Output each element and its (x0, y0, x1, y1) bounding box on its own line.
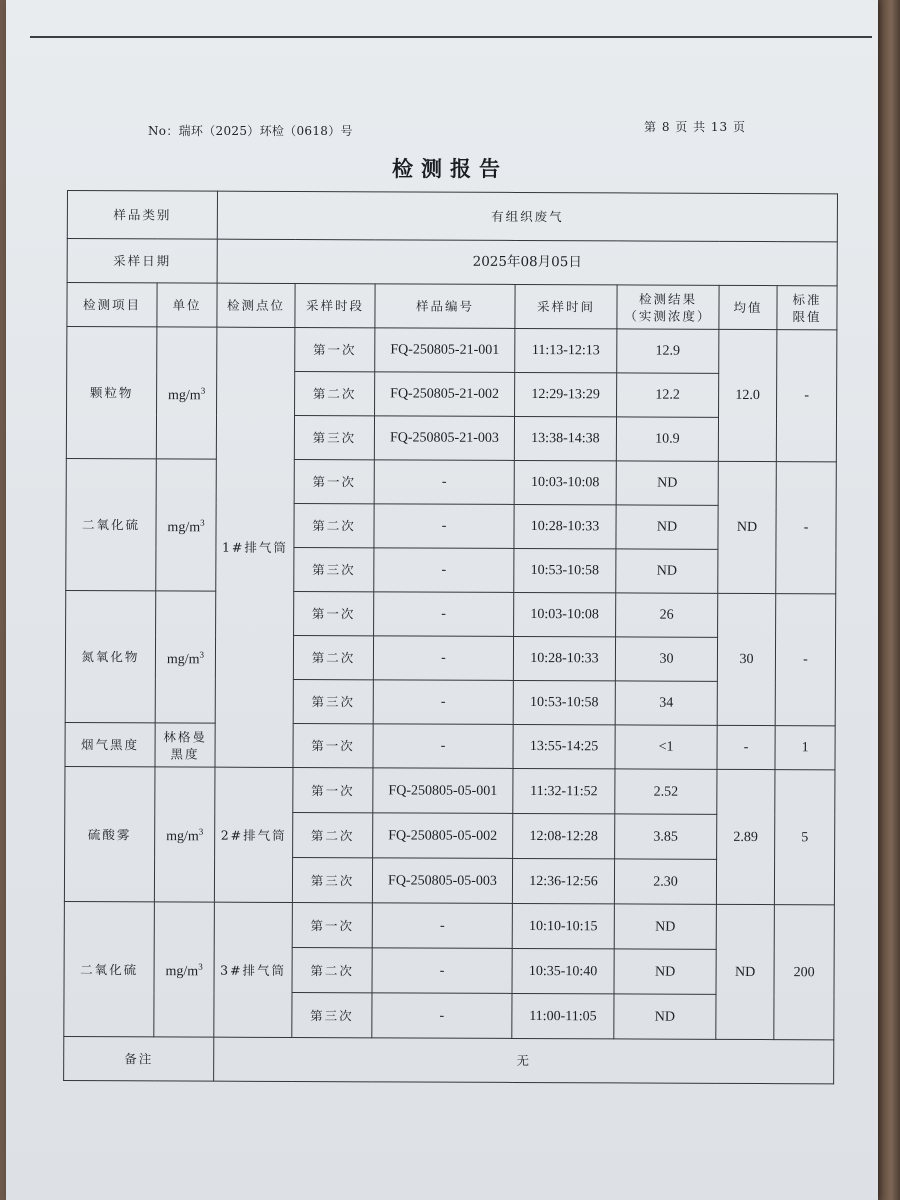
remarks-value: 无 (214, 1037, 834, 1084)
unit-line2: 黑度 (170, 745, 200, 762)
row-time: 10:28-10:33 (514, 504, 616, 548)
group-mean: - (717, 725, 775, 769)
col-header-limit-line1: 标准 (792, 291, 822, 307)
row-result: ND (616, 549, 718, 593)
row-result: 26 (616, 593, 718, 637)
row-period: 第一次 (294, 591, 374, 635)
group-unit (156, 327, 217, 459)
group-limit: - (775, 594, 836, 726)
table-row (67, 327, 837, 374)
group-item: 烟气黑度 (65, 722, 155, 766)
col-header-item: 检测项目 (67, 283, 157, 327)
page-counter: 第 8 页 共 13 页 (644, 120, 746, 134)
row-period: 第一次 (293, 723, 373, 767)
row-period: 第二次 (295, 371, 375, 415)
group-unit (155, 723, 215, 767)
row-time: 13:55-14:25 (513, 724, 615, 768)
col-header-period: 采样时段 (295, 283, 375, 327)
unit-exponent: 3 (198, 826, 204, 837)
col-header-point: 检测点位 (217, 283, 295, 327)
group-limit: - (776, 462, 837, 594)
row-time: 11:32-11:52 (513, 768, 615, 813)
row-time: 11:13-12:13 (515, 328, 617, 372)
sample-type-row (67, 191, 837, 242)
row-sample-no: FQ-250805-05-003 (372, 858, 512, 904)
table-row (65, 722, 835, 769)
group-unit (154, 902, 215, 1037)
group-mean: ND (718, 461, 777, 593)
group-unit (156, 459, 217, 591)
row-result: 12.9 (617, 329, 719, 373)
row-period: 第三次 (294, 547, 374, 591)
sample-type-value: 有组织废气 (217, 191, 837, 242)
col-header-limit (777, 286, 837, 330)
group-item: 颗粒物 (66, 327, 157, 459)
row-time: 12:36-12:56 (512, 858, 614, 903)
sample-type-label: 样品类别 (67, 191, 217, 240)
row-period: 第二次 (294, 503, 374, 547)
row-period: 第一次 (294, 459, 374, 503)
group-item: 二氧化硫 (66, 458, 157, 590)
unit-exponent: 3 (200, 385, 206, 396)
group-point: 1#排气筒 (215, 327, 295, 767)
row-result: 30 (615, 637, 717, 681)
row-sample-no: FQ-250805-21-001 (375, 328, 515, 373)
row-result: ND (614, 994, 716, 1039)
row-sample-no: - (373, 680, 513, 725)
row-period: 第三次 (292, 992, 372, 1037)
report-number: No：瑞环（2025）环检（0618）号 (148, 124, 353, 138)
unit-base: mg/m (167, 519, 201, 535)
group-point: 3#排气筒 (214, 902, 293, 1037)
sample-date-label: 采样日期 (67, 239, 217, 284)
row-time: 10:03-10:08 (514, 592, 616, 636)
row-sample-no: - (373, 636, 513, 681)
sample-date-value: 2025年08月05日 (217, 239, 837, 286)
group-limit: 1 (775, 726, 835, 770)
group-mean: 12.0 (718, 329, 777, 461)
table-row (66, 458, 836, 505)
row-result: 10.9 (616, 417, 718, 461)
col-header-time: 采样时间 (515, 284, 617, 328)
row-period: 第三次 (294, 415, 374, 459)
row-sample-no: FQ-250805-21-003 (374, 416, 514, 461)
row-result: 3.85 (615, 814, 717, 859)
unit-base: mg/m (166, 651, 200, 667)
row-sample-no: - (372, 903, 512, 949)
col-header-sample-no: 样品编号 (375, 284, 515, 329)
row-sample-no: - (374, 460, 514, 505)
group-unit (154, 767, 215, 902)
row-time: 10:53-10:58 (513, 680, 615, 724)
row-period: 第三次 (293, 679, 373, 723)
row-time: 10:03-10:08 (514, 460, 616, 504)
row-result: ND (614, 949, 716, 994)
row-time: 10:53-10:58 (514, 548, 616, 592)
row-period: 第二次 (293, 635, 373, 679)
col-header-result (617, 285, 719, 329)
row-period: 第二次 (293, 812, 373, 857)
group-limit: - (776, 330, 837, 462)
row-result: <1 (615, 725, 717, 769)
row-result: 12.2 (617, 373, 719, 417)
table-row (65, 766, 835, 814)
group-item: 硫酸雾 (64, 766, 155, 901)
group-point: 2#排气筒 (214, 767, 293, 902)
header-rule (30, 36, 872, 38)
sample-date-row (67, 239, 837, 286)
row-period: 第二次 (292, 947, 372, 992)
col-header-result-line1: 检测结果 (638, 290, 698, 307)
row-time: 10:10-10:15 (512, 903, 614, 948)
row-time: 13:38-14:38 (514, 416, 616, 460)
row-result: 2.30 (614, 859, 716, 904)
row-sample-no: - (374, 548, 514, 593)
row-result: 34 (615, 681, 717, 725)
row-sample-no: - (373, 724, 513, 769)
row-result: ND (616, 461, 718, 505)
unit-base: mg/m (167, 387, 201, 403)
row-time: 11:00-11:05 (512, 993, 614, 1038)
row-period: 第一次 (295, 327, 375, 371)
col-header-limit-line2: 限值 (792, 308, 822, 324)
group-limit: 200 (774, 905, 835, 1040)
unit-exponent: 3 (199, 649, 205, 660)
row-sample-no: - (374, 504, 514, 549)
row-time: 10:28-10:33 (513, 636, 615, 680)
row-result: 2.52 (615, 769, 717, 814)
row-sample-no: - (372, 993, 512, 1039)
group-unit (155, 591, 216, 723)
row-sample-no: FQ-250805-05-002 (373, 813, 513, 859)
unit-base: mg/m (166, 829, 199, 845)
remarks-label: 备注 (64, 1036, 214, 1081)
col-header-mean: 均值 (719, 285, 777, 329)
col-header-result-line2: （实测浓度） (624, 307, 712, 324)
table-row (64, 901, 834, 949)
group-limit: 5 (774, 770, 835, 905)
group-item: 氮氧化物 (65, 590, 156, 722)
table-row (66, 590, 836, 637)
row-result: ND (616, 505, 718, 549)
row-period: 第一次 (293, 767, 373, 812)
column-header-row (67, 283, 837, 330)
unit-exponent: 3 (200, 517, 205, 528)
row-period: 第三次 (292, 857, 372, 902)
group-mean: 2.89 (716, 769, 775, 904)
row-result: ND (614, 904, 716, 949)
row-time: 12:08-12:28 (513, 813, 615, 858)
remarks-row (64, 1036, 834, 1083)
group-item: 二氧化硫 (64, 901, 155, 1036)
unit-exponent: 3 (198, 961, 203, 972)
row-sample-no: FQ-250805-05-001 (373, 768, 513, 814)
row-sample-no: - (372, 948, 512, 994)
results-table (63, 190, 838, 1084)
row-sample-no: - (374, 592, 514, 637)
page-title: 检测报告 (392, 156, 508, 181)
unit-line1: 林格曼 (163, 728, 207, 745)
row-time: 12:29-13:29 (515, 372, 617, 416)
row-sample-no: FQ-250805-21-002 (375, 372, 515, 417)
group-mean: 30 (717, 593, 776, 725)
group-mean: ND (716, 904, 775, 1039)
col-header-unit: 单位 (157, 283, 217, 327)
row-period: 第一次 (292, 902, 372, 947)
row-time: 10:35-10:40 (512, 948, 614, 993)
unit-base: mg/m (165, 964, 199, 980)
